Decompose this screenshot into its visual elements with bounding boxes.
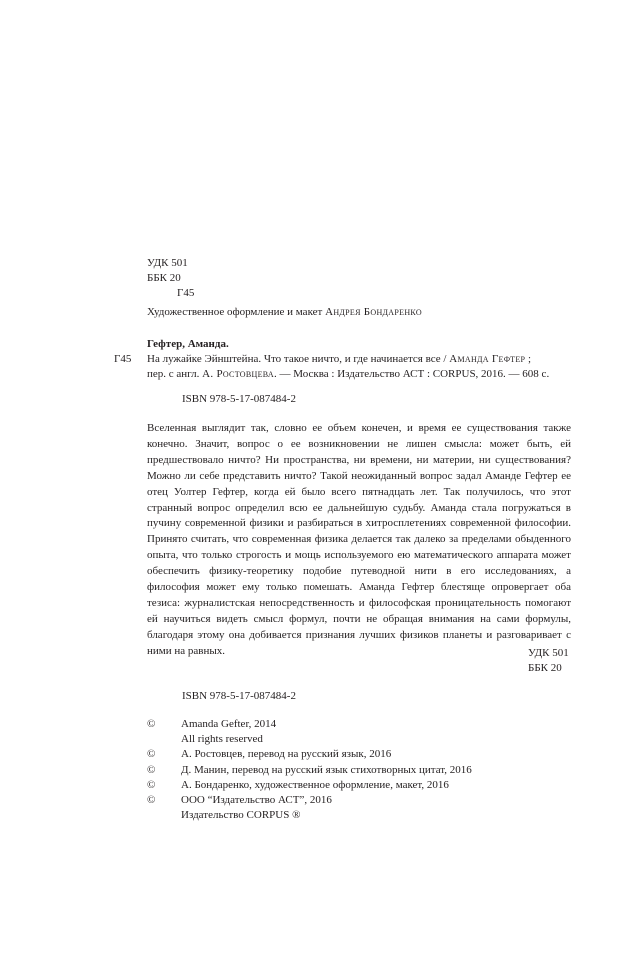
bbk-code: ББК 20	[147, 272, 181, 284]
bibliography-title: На лужайке Эйнштейна. Что такое ничто, и где начинается все /	[147, 353, 450, 365]
design-credit	[147, 305, 422, 320]
publication-details: . — Москва : Издательство АСТ : CORPUS, 2016. — 608 с.	[273, 368, 550, 380]
designer-name: Андрея Бондаренко	[325, 306, 422, 318]
bibliography-publication-line	[147, 367, 549, 382]
copyright-row	[147, 763, 472, 778]
copyright-text: Д. Манин, перевод на русский язык стихотворных цитат, 2016	[181, 763, 472, 776]
bbk-code-bottom: ББК 20	[528, 662, 562, 674]
copyright-symbol: ©	[147, 793, 156, 806]
copyright-text: Издательство CORPUS ®	[181, 809, 301, 822]
copyright-symbol	[147, 808, 181, 823]
copyright-row	[147, 793, 472, 808]
copyright-row	[147, 717, 472, 732]
translation-prefix: пер. с англ.	[147, 368, 203, 380]
isbn-bottom: ISBN 978-5-17-087484-2	[182, 690, 296, 702]
translator-name: А. Ростовцева	[202, 368, 274, 380]
copyright-text: Amanda Gefter, 2014	[181, 718, 277, 730]
author-mark: Г45	[177, 287, 195, 299]
annotation-text: Вселенная выглядит так, словно ее объем конечен, и время ее существования также конечно. Значит, вопрос о ее возникновении не лишен смысла: может быть, ей предшествовало ничто? Ни пространства, ни времени, ни материи, ни существования? Можно ли себе представить ничто? Такой неожиданный вопрос задал Аманде Гефтер ее отец Уолтер Гефтер, когда ей было всего пятнадцать лет. Так получилось, что этот странный вопрос определил всю ее дальнейшую судьбу. Аманда стала погружаться в пучину современной физики и разбираться в хитросплетениях современной философии. Принято считать, что современная физика делается так далеко за пределами обыденного опыта, что только строгость и мощь используемого ею математического аппарата может обеспечить физику-теоретику подобие путеводной нити в его исследованиях, а философия может ему только помешать. Аманда Гефтер блестяще опровергает оба тезиса: журналистская непосредственность и философская проницательность помогают ей научиться видеть смысл формул, почти не обращая внимания на сами формулы, благодаря этому она добивается признания лучших физиков планеты и разговаривает с ними на равных.	[147, 422, 571, 657]
copyright-row	[147, 747, 472, 762]
copyright-symbol: ©	[147, 778, 156, 791]
copyright-text: А. Ростовцев, перевод на русский язык, 2016	[181, 748, 392, 761]
udk-block-bottom	[528, 646, 569, 676]
bibliography-author-mark: Г45	[114, 353, 132, 365]
annotation	[147, 421, 571, 660]
copyright-text: А. Бондаренко, художественное оформление, макет, 2016	[181, 778, 449, 791]
udk-code: УДК 501	[147, 257, 188, 269]
copyright-text: All rights reserved	[181, 733, 263, 746]
design-credit-prefix: Художественное оформление и макет	[147, 306, 326, 318]
bibliography-author-name: Аманда Гефтер	[449, 353, 526, 365]
copyright-symbol: ©	[147, 748, 156, 761]
copyright-symbol	[147, 732, 181, 747]
copyright-row	[147, 808, 472, 823]
udk-code-bottom: УДК 501	[528, 647, 569, 659]
udk-block-top	[147, 256, 194, 301]
copyright-row	[147, 778, 472, 793]
copyright-list	[147, 717, 472, 823]
copyright-symbol: ©	[147, 718, 156, 730]
bibliography-title-line	[147, 352, 531, 367]
copyright-text: ООО “Издательство АСТ”, 2016	[181, 793, 332, 806]
isbn-top: ISBN 978-5-17-087484-2	[182, 393, 296, 405]
bibliography-separator: ;	[525, 353, 532, 365]
copyright-row	[147, 732, 472, 747]
bibliography-author: Гефтер, Аманда.	[147, 338, 229, 350]
copyright-symbol: ©	[147, 763, 156, 776]
